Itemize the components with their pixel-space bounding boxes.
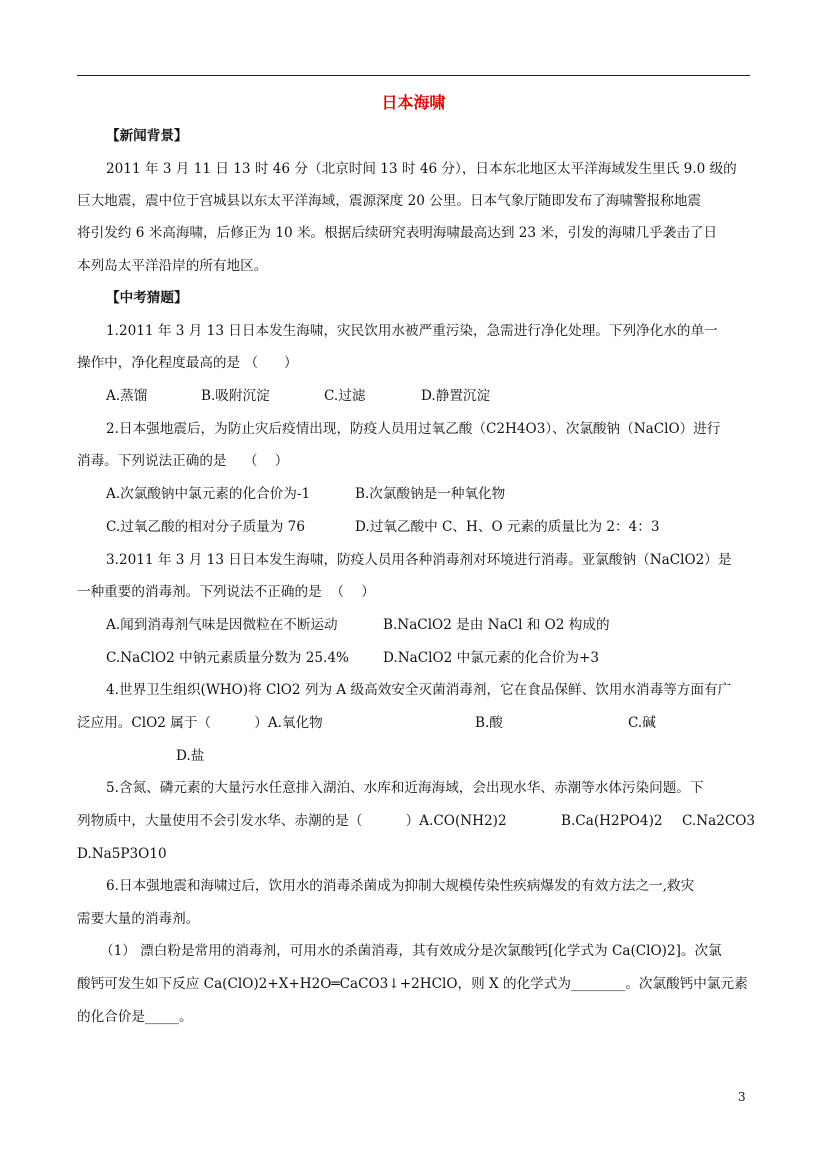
q5-line: 5.含氮、磷元素的大量污水任意排入湖泊、水库和近海海域，会出现水华、赤潮等水体污染问题。下 bbox=[106, 780, 704, 796]
q1-line: 1.2011 年 3 月 13 日日本发生海啸，灾民饮用水被严重污染，急需进行净化处理。下列净化水的单一 bbox=[106, 323, 718, 339]
q4-line: 4.世界卫生组织(WHO)将 ClO2 列为 A 级高效安全灭菌消毒剂，它在食品保鲜、饮用水消毒等方面有广 bbox=[106, 682, 732, 698]
q2-option-c: C.过氧乙酸的相对分子质量为 76 bbox=[106, 519, 305, 535]
q3-option-d: D.NaClO2 中氯元素的化合价为+3 bbox=[383, 650, 599, 666]
q3-option-b: B.NaClO2 是由 NaCl 和 O2 构成的 bbox=[383, 617, 610, 633]
q2-option-b: B.次氯酸钠是一种氧化物 bbox=[355, 486, 506, 502]
q1-option-b: B.吸附沉淀 bbox=[201, 388, 270, 404]
q6-line: 需要大量的消毒剂。 bbox=[77, 911, 200, 927]
exam-heading: 【中考猜题】 bbox=[106, 290, 188, 306]
q4-option-b: B.酸 bbox=[475, 715, 503, 731]
q6-sub1-line: 的化合价是_____。 bbox=[77, 1009, 193, 1025]
q5-line: 列物质中，大量使用不会引发水华、赤潮的是（ ）A.CO(NH2)2 bbox=[77, 813, 507, 829]
q2-option-a: A.次氯酸钠中氯元素的化合价为-1 bbox=[106, 486, 311, 502]
news-line: 2011 年 3 月 11 日 13 时 46 分（北京时间 13 时 46 分），日本东北地区太平洋海域发生里氏 9.0 级的 bbox=[106, 161, 737, 177]
q2-line: 消毒。下列说法正确的是 （ ） bbox=[77, 453, 289, 469]
q1-option-c: C.过滤 bbox=[324, 388, 366, 404]
q3-line: 3.2011 年 3 月 13 日日本发生海啸，防疫人员用各种消毒剂对环境进行消毒。亚氯酸钠（NaClO2）是 bbox=[106, 552, 732, 568]
q3-option-c: C.NaClO2 中钠元素质量分数为 25.4% bbox=[106, 650, 349, 666]
q6-sub1-line: 酸钙可发生如下反应 Ca(ClO)2+X+H2O═CaCO3↓+2HClO，则 X 的化学式为________。次氯酸钙中氯元素 bbox=[77, 976, 748, 992]
q5-option-c: C.Na2CO3 bbox=[682, 813, 756, 829]
news-heading: 【新闻背景】 bbox=[106, 128, 188, 144]
news-line: 本列岛太平洋沿岸的所有地区。 bbox=[77, 258, 268, 274]
q5-option-d: D.Na5P3O10 bbox=[77, 846, 167, 862]
q6-line: 6.日本强地震和海啸过后，饮用水的消毒杀菌成为抑制大规模传染性疾病爆发的有效方法之一,救灾 bbox=[106, 878, 695, 894]
q5-option-b: B.Ca(H2PO4)2 bbox=[561, 813, 663, 829]
news-line: 将引发约 6 米高海啸，后修正为 10 米。根据后续研究表明海啸最高达到 23 米，引发的海啸几乎袭击了日 bbox=[77, 225, 718, 241]
q2-line: 2.日本强地震后，为防止灾后疫情出现，防疫人员用过氧乙酸（C2H4O3）、次氯酸钠（NaClO）进行 bbox=[106, 421, 721, 437]
q1-line: 操作中，净化程度最高的是 （ ） bbox=[77, 355, 298, 371]
header-rule bbox=[77, 75, 750, 76]
q6-sub1-line: （1） 漂白粉是常用的消毒剂，可用水的杀菌消毒，其有效成分是次氯酸钙[化学式为 Ca(ClO)2]。次氯 bbox=[100, 943, 722, 959]
document-title: 日本海啸 bbox=[381, 93, 446, 112]
q3-line: 一种重要的消毒剂。下列说法不正确的是 （ ） bbox=[77, 584, 375, 600]
q4-option-d: D.盐 bbox=[176, 748, 205, 764]
q3-option-a: A.闻到消毒剂气味是因微粒在不断运动 bbox=[106, 617, 338, 633]
page-number: 3 bbox=[738, 1090, 746, 1104]
q1-option-a: A.蒸馏 bbox=[106, 388, 148, 404]
news-line: 巨大地震，震中位于宫城县以东太平洋海域，震源深度 20 公里。日本气象厅随即发布了海啸警报称地震 bbox=[77, 193, 702, 209]
q4-line: 泛应用。ClO2 属于（ ）A.氧化物 bbox=[77, 715, 323, 731]
q1-option-d: D.静置沉淀 bbox=[421, 388, 491, 404]
q2-option-d: D.过氧乙酸中 C、H、O 元素的质量比为 2：4：3 bbox=[355, 519, 660, 535]
q4-option-c: C.碱 bbox=[628, 715, 656, 731]
